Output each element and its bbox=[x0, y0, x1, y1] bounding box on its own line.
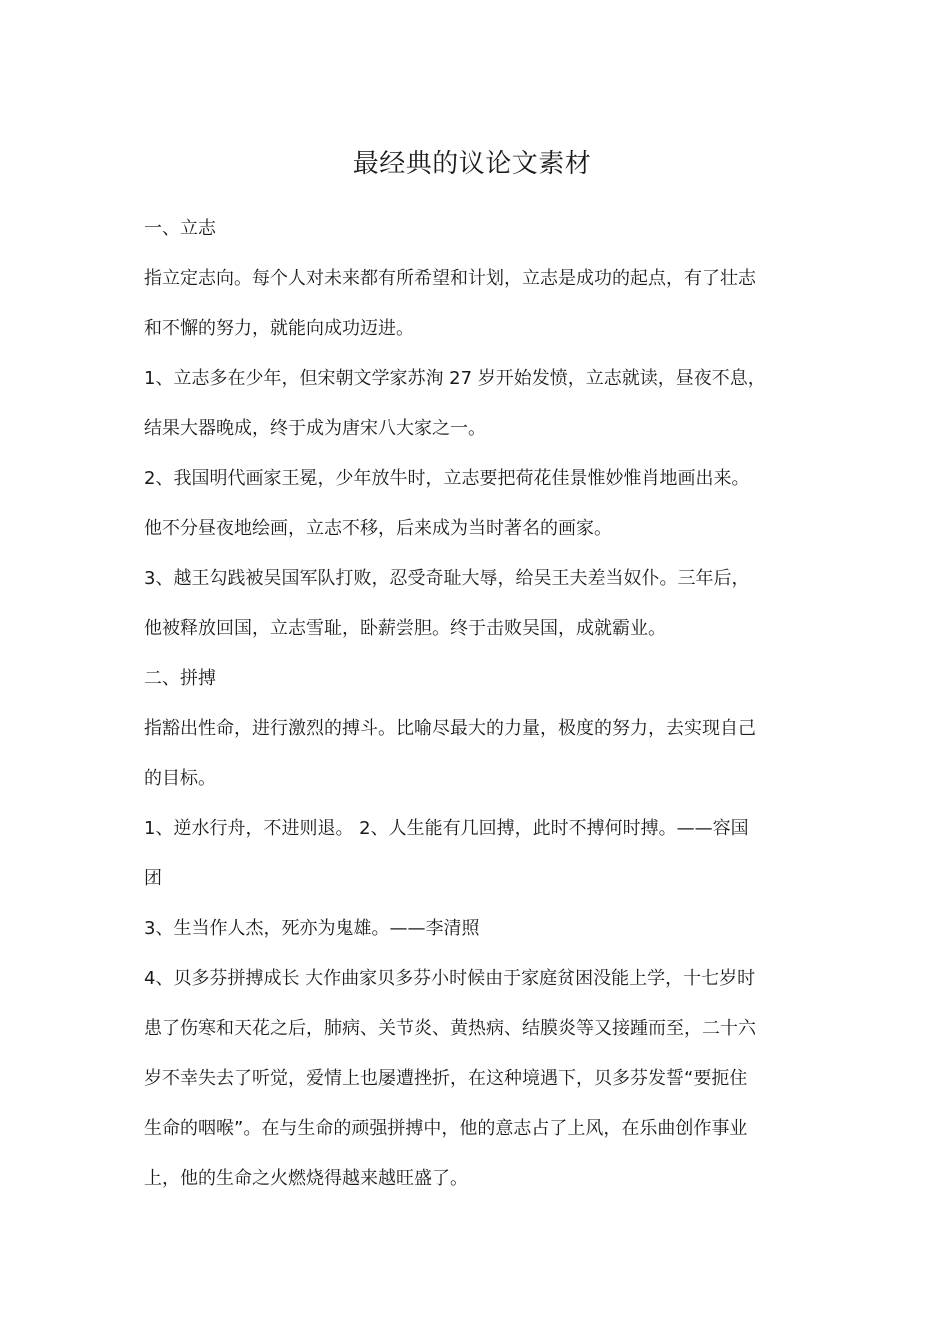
text-line: 1、立志多在少年，但宋朝文学家苏洵 27 岁开始发愤，立志就读，昼夜不息， bbox=[144, 368, 766, 389]
text-line: 患了伤寒和天花之后，肺病、关节炎、黄热病、结膜炎等又接踵而至，二十六 bbox=[144, 1018, 756, 1039]
text-line: 二、拼搏 bbox=[144, 668, 216, 689]
text-line: 上，他的生命之火燃烧得越来越旺盛了。 bbox=[144, 1168, 468, 1189]
document-title: 最经典的议论文素材 bbox=[352, 149, 592, 179]
text-line: 1、逆水行舟，不进则退。 2、人生能有几回搏，此时不搏何时搏。——容国 bbox=[144, 818, 749, 839]
text-line: 指豁出性命，进行激烈的搏斗。比喻尽最大的力量，极度的努力，去实现自己 bbox=[144, 718, 756, 739]
text-line: 生命的咽喉”。在与生命的顽强拼搏中，他的意志占了上风，在乐曲创作事业 bbox=[144, 1118, 748, 1139]
document-body bbox=[144, 204, 800, 1204]
text-line: 一、立志 bbox=[144, 218, 216, 239]
text-line: 4、贝多芬拼搏成长 大作曲家贝多芬小时候由于家庭贫困没能上学，十七岁时 bbox=[144, 968, 756, 989]
text-line: 团 bbox=[144, 868, 162, 889]
text-line: 3、越王勾践被吴国军队打败，忍受奇耻大辱，给吴王夫差当奴仆。三年后， bbox=[144, 568, 750, 589]
text-line: 结果大器晚成，终于成为唐宋八大家之一。 bbox=[144, 418, 486, 439]
text-line: 他不分昼夜地绘画，立志不移，后来成为当时著名的画家。 bbox=[144, 518, 612, 539]
text-line: 岁不幸失去了听觉，爱情上也屡遭挫折，在这种境遇下，贝多芬发誓“要扼住 bbox=[144, 1068, 748, 1089]
text-line: 2、我国明代画家王冕，少年放牛时，立志要把荷花佳景惟妙惟肖地画出来。 bbox=[144, 468, 750, 489]
text-line: 他被释放回国，立志雪耻，卧薪尝胆。终于击败吴国，成就霸业。 bbox=[144, 618, 666, 639]
text-line: 3、生当作人杰，死亦为鬼雄。——李清照 bbox=[144, 918, 480, 939]
text-line: 和不懈的努力，就能向成功迈进。 bbox=[144, 318, 414, 339]
text-line: 的目标。 bbox=[144, 768, 216, 789]
text-line: 指立定志向。每个人对未来都有所希望和计划，立志是成功的起点，有了壮志 bbox=[144, 268, 756, 289]
